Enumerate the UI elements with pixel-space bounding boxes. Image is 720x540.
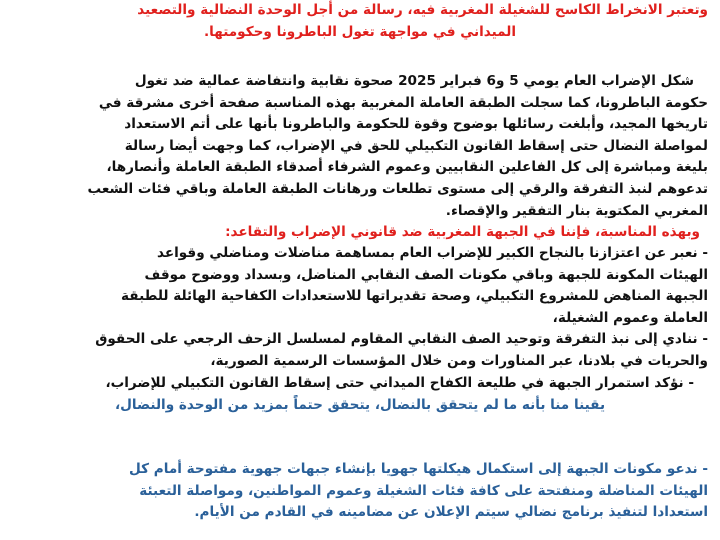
call-line: استعدادا لتنفيذ برنامج نضالي سيتم الإعلان عن مضامينه في القادم من الأيام. — [194, 504, 708, 521]
point-line: الهيئات المكونة للجبهة وباقي مكونات الصف النقابي المناضل، وبسداد ووضوح موقف — [144, 266, 708, 283]
heading-line: وبهذه المناسبة، فإننا في الجبهة المغربية ضد قانوني الإضراب والتقاعد: — [225, 224, 700, 240]
slogan — [12, 395, 708, 417]
body-paragraph — [12, 71, 708, 222]
slogan-line: يقينا منا بأنه ما لم يتحقق بالنضال، يتحقق حتماً بمزيد من الوحدة والنضال، — [114, 397, 606, 413]
intro-paragraph — [12, 0, 708, 43]
call-line: - ندعو مكونات الجبهة إلى استكمال هيكلتها جهويا بإنشاء جبهات جهوية مفتوحة أمام كل — [129, 461, 708, 477]
body-line: بليغة ومباشرة إلى كل الفاعلين النقابيين وعموم الشرفاء أصدقاء الطبقة العاملة وأنصارها، — [106, 159, 708, 176]
point-line: - نؤكد استمرار الجبهة في طليعة الكفاح الميداني حتى إسقاط القانون التكبيلي للإضراب، — [105, 374, 694, 391]
intro-line: الميداني في مواجهة تغول الباطرونا وحكومتها. — [203, 23, 517, 40]
point-line: - نعبر عن اعتزازنا بالنجاح الكبير للإضراب العام بمساهمة مناضلات ومناضلي وقواعد — [156, 245, 708, 261]
body-line: حكومة الباطرونا، كما سجلت الطبقة العاملة المغربية بهذه المناسبة صفحة أخرى مشرقة في — [98, 94, 708, 111]
body-line: شكل الإضراب العام يومي 5 و6 فبراير 2025 صحوة نقابية وانتفاضة عمالية ضد تغول — [134, 73, 694, 89]
point-line: العاملة وعموم الشغيلة، — [552, 309, 708, 326]
point-line: الجبهة المناهض للمشروع التكبيلي، وصحة تقديراتها للاستعدادات الكفاحية الهائلة للطبقة — [121, 288, 708, 305]
call-line: الهيئات المناضلة ومنفتحة على كافة فئات الشغيلة وعموم المواطنين، ومواصلة التعبئة — [139, 482, 708, 499]
body-line: تاريخها المجيد، وأبلغت رسائلها بوضوح وقوة للحكومة والباطرونا بأنها على أتم الاستعداد — [124, 116, 708, 133]
points-list — [12, 243, 708, 394]
body-line: تدعوهم لنبذ التفرقة والرقي إلى مستوى تطلعات ورهانات الطبقة العاملة وباقي فئات الشعب — [87, 180, 708, 197]
point-line: - ننادي إلى نبذ التفرقة وتوحيد الصف النقابي المقاوم لمسلسل الزحف الرجعي على الحقوق — [95, 331, 708, 348]
body-line: المغربي المكتوية بنار التفقير والإقصاء. — [445, 202, 708, 219]
call-paragraph — [12, 459, 708, 524]
section-heading — [12, 222, 708, 244]
body-line: لمواصلة النضال حتى إسقاط القانون التكبيلي للحق في الإضراب، كما وجهت أيضا رسالة — [124, 137, 708, 154]
intro-line: وتعتبر الانخراط الكاسح للشغيلة المغربية فيه، رسالة من أجل الوحدة النضالية والتصعيد — [137, 2, 708, 18]
point-line: والحريات في بلادنا، عبر المناورات ومن خلال المؤسسات الرسمية الصورية، — [210, 352, 708, 369]
